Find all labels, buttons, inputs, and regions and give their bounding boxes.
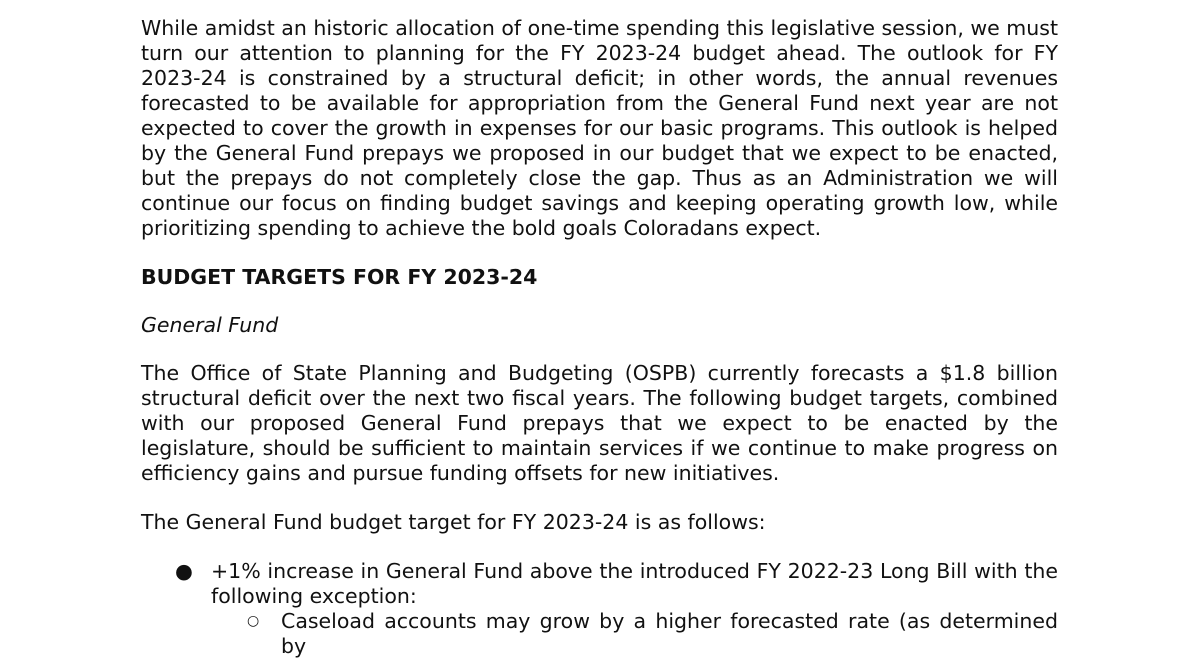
list-item-text: +1% increase in General Fund above the introduced FY 2022-23 Long Bill with the following exception: — [211, 559, 1058, 608]
sub-list-item — [211, 609, 1058, 659]
document-body — [141, 16, 1058, 659]
target-intro-paragraph: The General Fund budget target for FY 2023-24 is as follows: — [141, 510, 766, 534]
intro-paragraph: While amidst an historic allocation of one-time spending this legislative session, we must turn our attention to planning for the FY 2023-24 budget ahead. The outlook for FY 2023-24 is constrained by a structural deficit; in other words, the annual revenues forecasted to be available for appropriation from the General Fund next year are not expected to cover the growth in expenses for our basic programs. This outlook is helped by the General Fund prepays we proposed in our budget that we expect to be enacted, but the prepays do not completely close the gap. Thus as an Administration we will continue our focus on finding budget savings and keeping operating growth low, while prioritizing spending to achieve the bold goals Coloradans expect. — [141, 16, 1058, 240]
sub-list — [211, 609, 1058, 659]
subsection-heading: General Fund — [141, 313, 279, 337]
deficit-paragraph: The Office of State Planning and Budgeting (OSPB) currently forecasts a $1.8 billion structural deficit over the next two fiscal years. The following budget targets, combined with our proposed General Fund prepays that we expect to be enacted by the legislature, should be sufficient to maintain services if we continue to make progress on efficiency gains and pursue funding offsets for new initiatives. — [141, 361, 1058, 485]
sub-list-item-text: Caseload accounts may grow by a higher forecasted rate (as determined by — [281, 609, 1058, 658]
sub-bullet-marker: ○ — [247, 613, 260, 629]
list-item — [141, 559, 1058, 659]
budget-target-list — [141, 559, 1058, 659]
section-heading: BUDGET TARGETS FOR FY 2023-24 — [141, 265, 538, 289]
bullet-marker: ● — [175, 559, 193, 583]
